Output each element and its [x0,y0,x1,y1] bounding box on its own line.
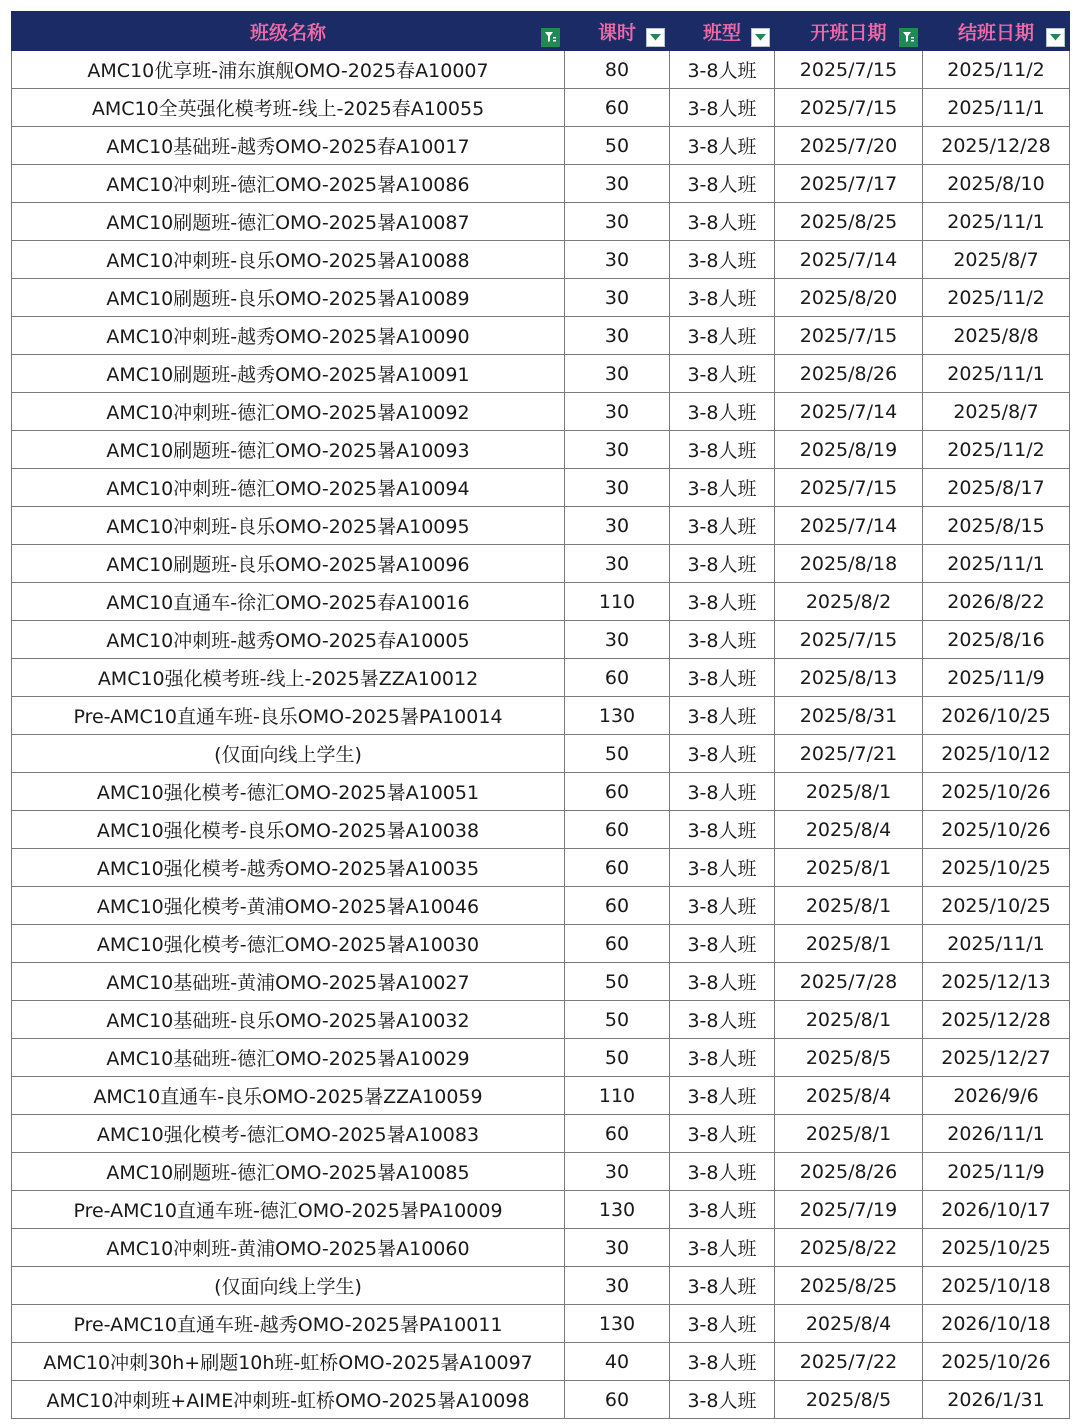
cell-end[interactable]: 2025/8/17 [923,469,1070,507]
cell-name[interactable]: AMC10刷题班-德汇OMO-2025暑A10087 [12,203,565,241]
cell-start[interactable]: 2025/7/15 [775,621,923,659]
cell-type[interactable]: 3-8人班 [670,583,775,621]
cell-type[interactable]: 3-8人班 [670,1001,775,1039]
table-row [12,1077,1070,1115]
cell-name[interactable]: Pre-AMC10直通车班-良乐OMO-2025暑PA10014 [12,697,565,735]
cell-start[interactable]: 2025/8/31 [775,697,923,735]
cell-end[interactable]: 2025/8/15 [923,507,1070,545]
cell-type[interactable]: 3-8人班 [670,1381,775,1419]
cell-hours[interactable]: 30 [565,203,670,241]
cell-name[interactable]: AMC10直通车-徐汇OMO-2025春A10016 [12,583,565,621]
cell-hours[interactable]: 30 [565,507,670,545]
cell-hours[interactable]: 60 [565,659,670,697]
table-row [12,1229,1070,1267]
cell-name[interactable]: AMC10强化模考班-线上-2025暑ZZA10012 [12,659,565,697]
cell-hours[interactable]: 30 [565,621,670,659]
column-header-type [670,12,775,51]
cell-hours[interactable]: 50 [565,1001,670,1039]
cell-start[interactable]: 2025/8/5 [775,1039,923,1077]
cell-hours[interactable]: 130 [565,1191,670,1229]
cell-end[interactable]: 2026/9/6 [923,1077,1070,1115]
cell-start[interactable]: 2025/8/1 [775,887,923,925]
cell-name[interactable]: AMC10强化模考-良乐OMO-2025暑A10038 [12,811,565,849]
cell-name[interactable]: AMC10强化模考-德汇OMO-2025暑A10030 [12,925,565,963]
cell-name[interactable]: AMC10优享班-浦东旗舰OMO-2025春A10007 [12,51,565,89]
cell-type[interactable]: 3-8人班 [670,887,775,925]
cell-end[interactable]: 2025/10/25 [923,887,1070,925]
cell-type[interactable]: 3-8人班 [670,507,775,545]
cell-name[interactable]: AMC10冲刺班-德汇OMO-2025暑A10092 [12,393,565,431]
cell-type[interactable]: 3-8人班 [670,1305,775,1343]
cell-start[interactable]: 2025/7/28 [775,963,923,1001]
cell-end[interactable]: 2025/11/9 [923,659,1070,697]
column-header-start-label: 开班日期 [810,21,887,44]
table-row [12,773,1070,811]
table-row [12,811,1070,849]
cell-hours[interactable]: 60 [565,925,670,963]
class-schedule-table [11,11,1070,1419]
column-header-hours [565,12,670,51]
cell-hours[interactable]: 30 [565,279,670,317]
filter-active-icon[interactable] [899,28,918,47]
cell-start[interactable]: 2025/7/15 [775,51,923,89]
cell-end[interactable]: 2025/10/18 [923,1267,1070,1305]
cell-name[interactable]: AMC10冲刺班-越秀OMO-2025暑A10090 [12,317,565,355]
cell-end[interactable]: 2025/11/1 [923,355,1070,393]
cell-name[interactable]: AMC10刷题班-良乐OMO-2025暑A10096 [12,545,565,583]
cell-name[interactable]: AMC10基础班-良乐OMO-2025暑A10032 [12,1001,565,1039]
cell-hours[interactable]: 110 [565,583,670,621]
cell-end[interactable]: 2025/10/26 [923,811,1070,849]
cell-hours[interactable]: 30 [565,165,670,203]
table-row [12,1381,1070,1419]
cell-end[interactable]: 2025/11/1 [923,203,1070,241]
cell-start[interactable]: 2025/7/21 [775,735,923,773]
cell-end[interactable]: 2026/8/22 [923,583,1070,621]
cell-type[interactable]: 3-8人班 [670,355,775,393]
cell-name[interactable]: AMC10冲刺30h+刷题10h班-虹桥OMO-2025暑A10097 [12,1343,565,1381]
cell-name[interactable]: AMC10强化模考-德汇OMO-2025暑A10083 [12,1115,565,1153]
cell-name[interactable]: AMC10基础班-黄浦OMO-2025暑A10027 [12,963,565,1001]
cell-type[interactable]: 3-8人班 [670,659,775,697]
table-row [12,735,1070,773]
cell-hours[interactable]: 60 [565,849,670,887]
column-header-name [12,12,565,51]
cell-end[interactable]: 2026/10/18 [923,1305,1070,1343]
cell-hours[interactable]: 80 [565,51,670,89]
dropdown-arrow-icon[interactable] [1046,28,1065,47]
cell-name[interactable]: AMC10冲刺班-良乐OMO-2025暑A10095 [12,507,565,545]
table-row [12,849,1070,887]
cell-name[interactable]: AMC10刷题班-德汇OMO-2025暑A10093 [12,431,565,469]
cell-name[interactable]: AMC10刷题班-良乐OMO-2025暑A10089 [12,279,565,317]
cell-end[interactable]: 2025/10/25 [923,1229,1070,1267]
table-row [12,431,1070,469]
cell-hours[interactable]: 30 [565,1229,670,1267]
cell-type[interactable]: 3-8人班 [670,1115,775,1153]
cell-hours[interactable]: 30 [565,355,670,393]
cell-name[interactable]: AMC10直通车-良乐OMO-2025暑ZZA10059 [12,1077,565,1115]
table-row [12,1267,1070,1305]
table-row [12,317,1070,355]
cell-end[interactable]: 2025/12/28 [923,127,1070,165]
cell-type[interactable]: 3-8人班 [670,51,775,89]
cell-end[interactable]: 2025/10/25 [923,849,1070,887]
cell-name[interactable]: AMC10冲刺班-越秀OMO-2025春A10005 [12,621,565,659]
cell-start[interactable]: 2025/8/26 [775,1153,923,1191]
cell-name[interactable]: AMC10冲刺班+AIME冲刺班-虹桥OMO-2025暑A10098 [12,1381,565,1419]
header-row [12,12,1070,51]
cell-end[interactable]: 2025/11/1 [923,545,1070,583]
cell-name[interactable]: AMC10冲刺班-黄浦OMO-2025暑A10060 [12,1229,565,1267]
cell-type[interactable]: 3-8人班 [670,1229,775,1267]
table-row [12,1001,1070,1039]
cell-name[interactable]: (仅面向线上学生) [12,1267,565,1305]
cell-hours[interactable]: 60 [565,811,670,849]
table-row [12,241,1070,279]
cell-hours[interactable]: 60 [565,1381,670,1419]
cell-type[interactable]: 3-8人班 [670,469,775,507]
table-row [12,507,1070,545]
cell-hours[interactable]: 50 [565,963,670,1001]
table-row [12,1191,1070,1229]
cell-type[interactable]: 3-8人班 [670,1343,775,1381]
cell-end[interactable]: 2025/8/10 [923,165,1070,203]
cell-name[interactable]: AMC10刷题班-德汇OMO-2025暑A10085 [12,1153,565,1191]
cell-type[interactable]: 3-8人班 [670,241,775,279]
cell-start[interactable]: 2025/8/25 [775,1267,923,1305]
cell-type[interactable]: 3-8人班 [670,697,775,735]
dropdown-arrow-icon[interactable] [646,28,665,47]
column-header-end-label: 结班日期 [957,21,1034,44]
cell-start[interactable]: 2025/8/25 [775,203,923,241]
cell-end[interactable]: 2025/11/9 [923,1153,1070,1191]
cell-start[interactable]: 2025/8/5 [775,1381,923,1419]
cell-start[interactable]: 2025/8/4 [775,811,923,849]
table-row [12,165,1070,203]
cell-name[interactable]: AMC10全英强化模考班-线上-2025春A10055 [12,89,565,127]
cell-hours[interactable]: 30 [565,393,670,431]
cell-hours[interactable]: 30 [565,545,670,583]
column-header-name-label: 班级名称 [249,21,326,44]
cell-hours[interactable]: 110 [565,1077,670,1115]
cell-type[interactable]: 3-8人班 [670,925,775,963]
table-row [12,1153,1070,1191]
cell-type[interactable]: 3-8人班 [670,393,775,431]
cell-start[interactable]: 2025/7/14 [775,507,923,545]
table-row [12,1305,1070,1343]
cell-type[interactable]: 3-8人班 [670,317,775,355]
cell-hours[interactable]: 60 [565,773,670,811]
cell-end[interactable]: 2026/10/17 [923,1191,1070,1229]
cell-start[interactable]: 2025/8/1 [775,1115,923,1153]
cell-start[interactable]: 2025/8/2 [775,583,923,621]
cell-end[interactable]: 2025/11/1 [923,89,1070,127]
cell-hours[interactable]: 50 [565,1039,670,1077]
cell-start[interactable]: 2025/7/19 [775,1191,923,1229]
cell-hours[interactable]: 50 [565,735,670,773]
cell-name[interactable]: AMC10强化模考-德汇OMO-2025暑A10051 [12,773,565,811]
table-row [12,697,1070,735]
cell-hours[interactable]: 30 [565,317,670,355]
cell-hours[interactable]: 30 [565,469,670,507]
cell-type[interactable]: 3-8人班 [670,621,775,659]
cell-type[interactable]: 3-8人班 [670,127,775,165]
table-row [12,51,1070,89]
cell-end[interactable]: 2025/12/13 [923,963,1070,1001]
cell-start[interactable]: 2025/7/14 [775,393,923,431]
cell-start[interactable]: 2025/8/1 [775,1001,923,1039]
cell-type[interactable]: 3-8人班 [670,1039,775,1077]
cell-name[interactable]: Pre-AMC10直通车班-德汇OMO-2025暑PA10009 [12,1191,565,1229]
cell-type[interactable]: 3-8人班 [670,849,775,887]
table-row [12,127,1070,165]
cell-hours[interactable]: 130 [565,697,670,735]
table-row [12,393,1070,431]
table-row [12,469,1070,507]
cell-type[interactable]: 3-8人班 [670,545,775,583]
column-header-hours-label: 课时 [597,21,636,44]
cell-start[interactable]: 2025/8/22 [775,1229,923,1267]
cell-start[interactable]: 2025/8/4 [775,1305,923,1343]
table-row [12,1343,1070,1381]
table-row [12,279,1070,317]
cell-hours[interactable]: 30 [565,241,670,279]
table-row [12,89,1070,127]
cell-type[interactable]: 3-8人班 [670,165,775,203]
table-row [12,963,1070,1001]
cell-end[interactable]: 2026/1/31 [923,1381,1070,1419]
cell-name[interactable]: AMC10强化模考-越秀OMO-2025暑A10035 [12,849,565,887]
cell-type[interactable]: 3-8人班 [670,811,775,849]
cell-start[interactable]: 2025/8/20 [775,279,923,317]
cell-end[interactable]: 2025/8/8 [923,317,1070,355]
cell-start[interactable]: 2025/8/18 [775,545,923,583]
column-header-end [923,12,1070,51]
table-row [12,583,1070,621]
cell-type[interactable]: 3-8人班 [670,773,775,811]
cell-end[interactable]: 2025/12/28 [923,1001,1070,1039]
cell-name[interactable]: AMC10刷题班-越秀OMO-2025暑A10091 [12,355,565,393]
table-row [12,355,1070,393]
cell-end[interactable]: 2025/11/2 [923,51,1070,89]
cell-type[interactable]: 3-8人班 [670,1077,775,1115]
cell-start[interactable]: 2025/7/15 [775,317,923,355]
cell-end[interactable]: 2025/10/26 [923,773,1070,811]
cell-start[interactable]: 2025/7/15 [775,89,923,127]
table-row [12,659,1070,697]
cell-hours[interactable]: 130 [565,1305,670,1343]
cell-hours[interactable]: 60 [565,1115,670,1153]
cell-hours[interactable]: 30 [565,431,670,469]
cell-hours[interactable]: 60 [565,887,670,925]
cell-type[interactable]: 3-8人班 [670,431,775,469]
cell-start[interactable]: 2025/8/13 [775,659,923,697]
cell-start[interactable]: 2025/8/1 [775,925,923,963]
table-row [12,887,1070,925]
table-row [12,1115,1070,1153]
table-row [12,1039,1070,1077]
cell-start[interactable]: 2025/8/26 [775,355,923,393]
cell-type[interactable]: 3-8人班 [670,1191,775,1229]
cell-hours[interactable]: 50 [565,127,670,165]
cell-name[interactable]: (仅面向线上学生) [12,735,565,773]
column-header-start [775,12,923,51]
cell-start[interactable]: 2025/7/14 [775,241,923,279]
cell-end[interactable]: 2025/11/2 [923,279,1070,317]
cell-name[interactable]: AMC10基础班-德汇OMO-2025暑A10029 [12,1039,565,1077]
cell-name[interactable]: AMC10强化模考-黄浦OMO-2025暑A10046 [12,887,565,925]
cell-start[interactable]: 2025/7/22 [775,1343,923,1381]
table-row [12,621,1070,659]
filter-active-icon[interactable] [541,28,560,47]
cell-start[interactable]: 2025/7/17 [775,165,923,203]
cell-type[interactable]: 3-8人班 [670,735,775,773]
cell-end[interactable]: 2025/10/26 [923,1343,1070,1381]
cell-end[interactable]: 2025/11/2 [923,431,1070,469]
cell-end[interactable]: 2025/10/12 [923,735,1070,773]
cell-name[interactable]: Pre-AMC10直通车班-越秀OMO-2025暑PA10011 [12,1305,565,1343]
cell-start[interactable]: 2025/8/1 [775,849,923,887]
cell-name[interactable]: AMC10冲刺班-德汇OMO-2025暑A10086 [12,165,565,203]
dropdown-arrow-icon[interactable] [751,28,770,47]
cell-end[interactable]: 2025/11/1 [923,925,1070,963]
cell-hours[interactable]: 40 [565,1343,670,1381]
cell-end[interactable]: 2025/8/7 [923,393,1070,431]
cell-hours[interactable]: 60 [565,89,670,127]
cell-end[interactable]: 2025/12/27 [923,1039,1070,1077]
cell-hours[interactable]: 30 [565,1267,670,1305]
cell-hours[interactable]: 30 [565,1153,670,1191]
cell-start[interactable]: 2025/7/15 [775,469,923,507]
cell-name[interactable]: AMC10冲刺班-良乐OMO-2025暑A10088 [12,241,565,279]
cell-start[interactable]: 2025/8/1 [775,773,923,811]
cell-type[interactable]: 3-8人班 [670,1153,775,1191]
cell-type[interactable]: 3-8人班 [670,203,775,241]
cell-start[interactable]: 2025/8/19 [775,431,923,469]
table-body [12,51,1070,1419]
cell-end[interactable]: 2026/10/25 [923,697,1070,735]
cell-type[interactable]: 3-8人班 [670,279,775,317]
table-row [12,545,1070,583]
cell-type[interactable]: 3-8人班 [670,89,775,127]
cell-name[interactable]: AMC10基础班-越秀OMO-2025春A10017 [12,127,565,165]
cell-end[interactable]: 2026/11/1 [923,1115,1070,1153]
cell-start[interactable]: 2025/7/20 [775,127,923,165]
cell-start[interactable]: 2025/8/4 [775,1077,923,1115]
table-row [12,925,1070,963]
column-header-type-label: 班型 [702,21,741,44]
table-row [12,203,1070,241]
cell-type[interactable]: 3-8人班 [670,963,775,1001]
cell-end[interactable]: 2025/8/16 [923,621,1070,659]
cell-name[interactable]: AMC10冲刺班-德汇OMO-2025暑A10094 [12,469,565,507]
cell-end[interactable]: 2025/8/7 [923,241,1070,279]
cell-type[interactable]: 3-8人班 [670,1267,775,1305]
